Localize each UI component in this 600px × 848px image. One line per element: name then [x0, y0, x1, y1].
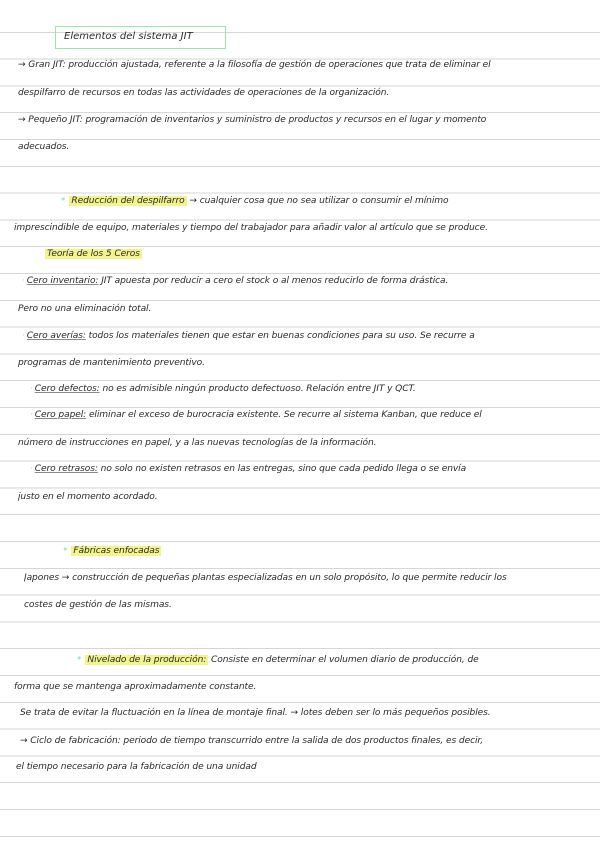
text-segment: → cualquier cosa que no sea utilizar o consumir el mínimo	[189, 196, 449, 206]
text-line: adecuados.	[18, 142, 70, 152]
text-line: forma que se mantenga aproximadamente constante.	[14, 682, 257, 692]
text-line: Japones → construcción de pequeñas plantas especializadas en un solo propósito, lo que permite reducir los	[24, 573, 507, 583]
text-line: número de instrucciones en papel, y a las nuevas tecnologías de la información.	[18, 438, 377, 448]
bullet-dot: ·	[30, 464, 33, 474]
zero-text: no solo no existen retrasos en las entregas, sino que cada pedido llega o se envía	[100, 464, 467, 474]
section-heading: Fábricas enfocadas	[73, 546, 160, 556]
bullet-dot: •	[60, 193, 67, 206]
bullet-dot: ·	[30, 384, 33, 394]
zero-item	[22, 274, 588, 288]
text-line: imprescindible de equipo, materiales y tiempo del trabajador para añadir valor al artículo que se produce.	[14, 223, 488, 233]
zero-item	[30, 382, 596, 396]
zero-label: Cero defectos:	[34, 384, 100, 394]
zero-item	[30, 462, 584, 476]
bullet-dot: ·	[30, 410, 33, 420]
section-line	[60, 193, 584, 208]
zero-item	[30, 408, 584, 422]
text-line: el tiempo necesario para la fabricación de una unidad	[16, 762, 257, 772]
zero-text: JIT apuesta por reducir a cero el stock o al menos reducirlo de forma drástica.	[101, 276, 449, 286]
text-line: despilfarro de recursos en todas las actividades de operaciones de la organización.	[18, 88, 390, 98]
zero-text: no es admisible ningún producto defectuoso. Relación entre JIT y QCT.	[102, 384, 416, 394]
text-line: → Pequeño JIT: programación de inventarios y suministro de productos y recursos en el lugar y momento	[18, 115, 487, 125]
text-line: justo en el momento acordado.	[18, 492, 158, 502]
subheading-line	[45, 247, 345, 261]
page-title: Elementos del sistema JIT	[55, 26, 226, 49]
bullet-dot: •	[62, 543, 69, 556]
section-heading: Nivelado de la producción:	[87, 655, 207, 665]
bullet-dot: ·	[22, 331, 25, 341]
bullet-dot: •	[76, 652, 83, 665]
zero-text: todos los materiales tienen que estar en buenas condiciones para su uso. Se recurre a	[88, 331, 475, 341]
text-segment: Consiste en determinar el volumen diario de producción, de	[211, 655, 479, 665]
zero-label: Cero averías:	[26, 331, 86, 341]
text-line: programas de mantenimiento preventivo.	[18, 358, 205, 368]
section-heading: Reducción del despilfarro	[71, 196, 185, 206]
text-line: costes de gestión de las mismas.	[24, 600, 172, 610]
text-line: → Ciclo de fabricación: periodo de tiempo transcurrido entre la salida de dos productos finales, es decir,	[20, 736, 483, 746]
text-line: Pero no una eliminación total.	[18, 304, 152, 314]
text-line: → Gran JIT: producción ajustada, referente a la filosofía de gestión de operaciones que trata de eliminar el	[18, 60, 491, 70]
zero-label: Cero retrasos:	[34, 464, 98, 474]
section-line	[62, 543, 362, 558]
section-line	[76, 652, 584, 667]
text-line: Se trata de evitar la fluctuación en la línea de montaje final. → lotes deben ser lo más pequeños posibles.	[20, 708, 491, 718]
zero-item	[22, 329, 588, 343]
subheading: Teoría de los 5 Ceros	[47, 249, 140, 259]
zero-text: eliminar el exceso de burocracia existente. Se recurre al sistema Kanban, que reduce el	[88, 410, 482, 420]
zero-label: Cero papel:	[34, 410, 87, 420]
bullet-dot: ·	[22, 276, 25, 286]
zero-label: Cero inventario:	[26, 276, 99, 286]
